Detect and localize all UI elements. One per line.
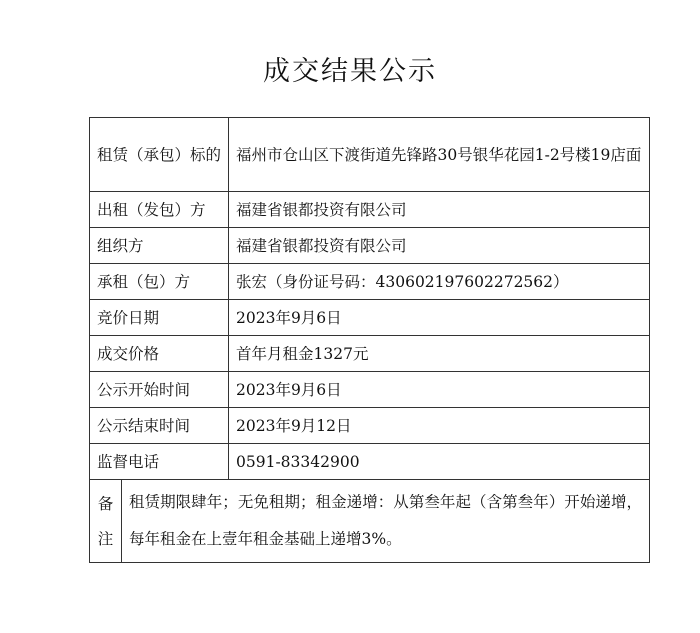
table-row xyxy=(90,192,650,228)
table-row xyxy=(90,372,650,408)
row-label-organizer: 组织方 xyxy=(90,228,229,264)
row-label-lessor: 出租（发包）方 xyxy=(90,192,229,228)
row-label-bid-date: 竞价日期 xyxy=(90,300,229,336)
note-wrap xyxy=(90,480,649,562)
table-row xyxy=(90,408,650,444)
row-value-notice-end: 2023年9月12日 xyxy=(229,408,650,444)
table-row xyxy=(90,264,650,300)
page-title: 成交结果公示 xyxy=(263,56,437,87)
row-label-price: 成交价格 xyxy=(90,336,229,372)
row-value-lessee: 张宏（身份证号码：430602197602272562） xyxy=(229,264,650,300)
note-label-char-2: 注 xyxy=(97,529,114,548)
row-label-notice-start: 公示开始时间 xyxy=(90,372,229,408)
row-value-price: 首年月租金1327元 xyxy=(229,336,650,372)
row-value-organizer: 福建省银都投资有限公司 xyxy=(229,228,650,264)
note-cell xyxy=(90,480,650,563)
row-value-lessor: 福建省银都投资有限公司 xyxy=(229,192,650,228)
row-value-subject: 福州市仓山区下渡街道先锋路30号银华花园1-2号楼19店面 xyxy=(229,118,650,192)
row-label-notice-end: 公示结束时间 xyxy=(90,408,229,444)
table-row xyxy=(90,118,650,192)
row-value-notice-start: 2023年9月6日 xyxy=(229,372,650,408)
row-label-lessee: 承租（包）方 xyxy=(90,264,229,300)
note-label-char-1: 备 xyxy=(97,494,114,513)
table-row xyxy=(90,336,650,372)
row-label-subject: 租赁（承包）标的 xyxy=(90,118,229,192)
row-value-phone: 0591-83342900 xyxy=(229,444,650,480)
table-row xyxy=(90,228,650,264)
table-row-note xyxy=(90,480,650,563)
row-value-bid-date: 2023年9月6日 xyxy=(229,300,650,336)
row-label-phone: 监督电话 xyxy=(90,444,229,480)
note-text: 租赁期限肆年；无免租期；租金递增：从第叁年起（含第叁年）开始递增，每年租金在上壹年租金基础上递增3%。 xyxy=(129,493,642,548)
result-table xyxy=(89,117,650,563)
table-row xyxy=(90,300,650,336)
table-row xyxy=(90,444,650,480)
note-label xyxy=(90,480,122,562)
